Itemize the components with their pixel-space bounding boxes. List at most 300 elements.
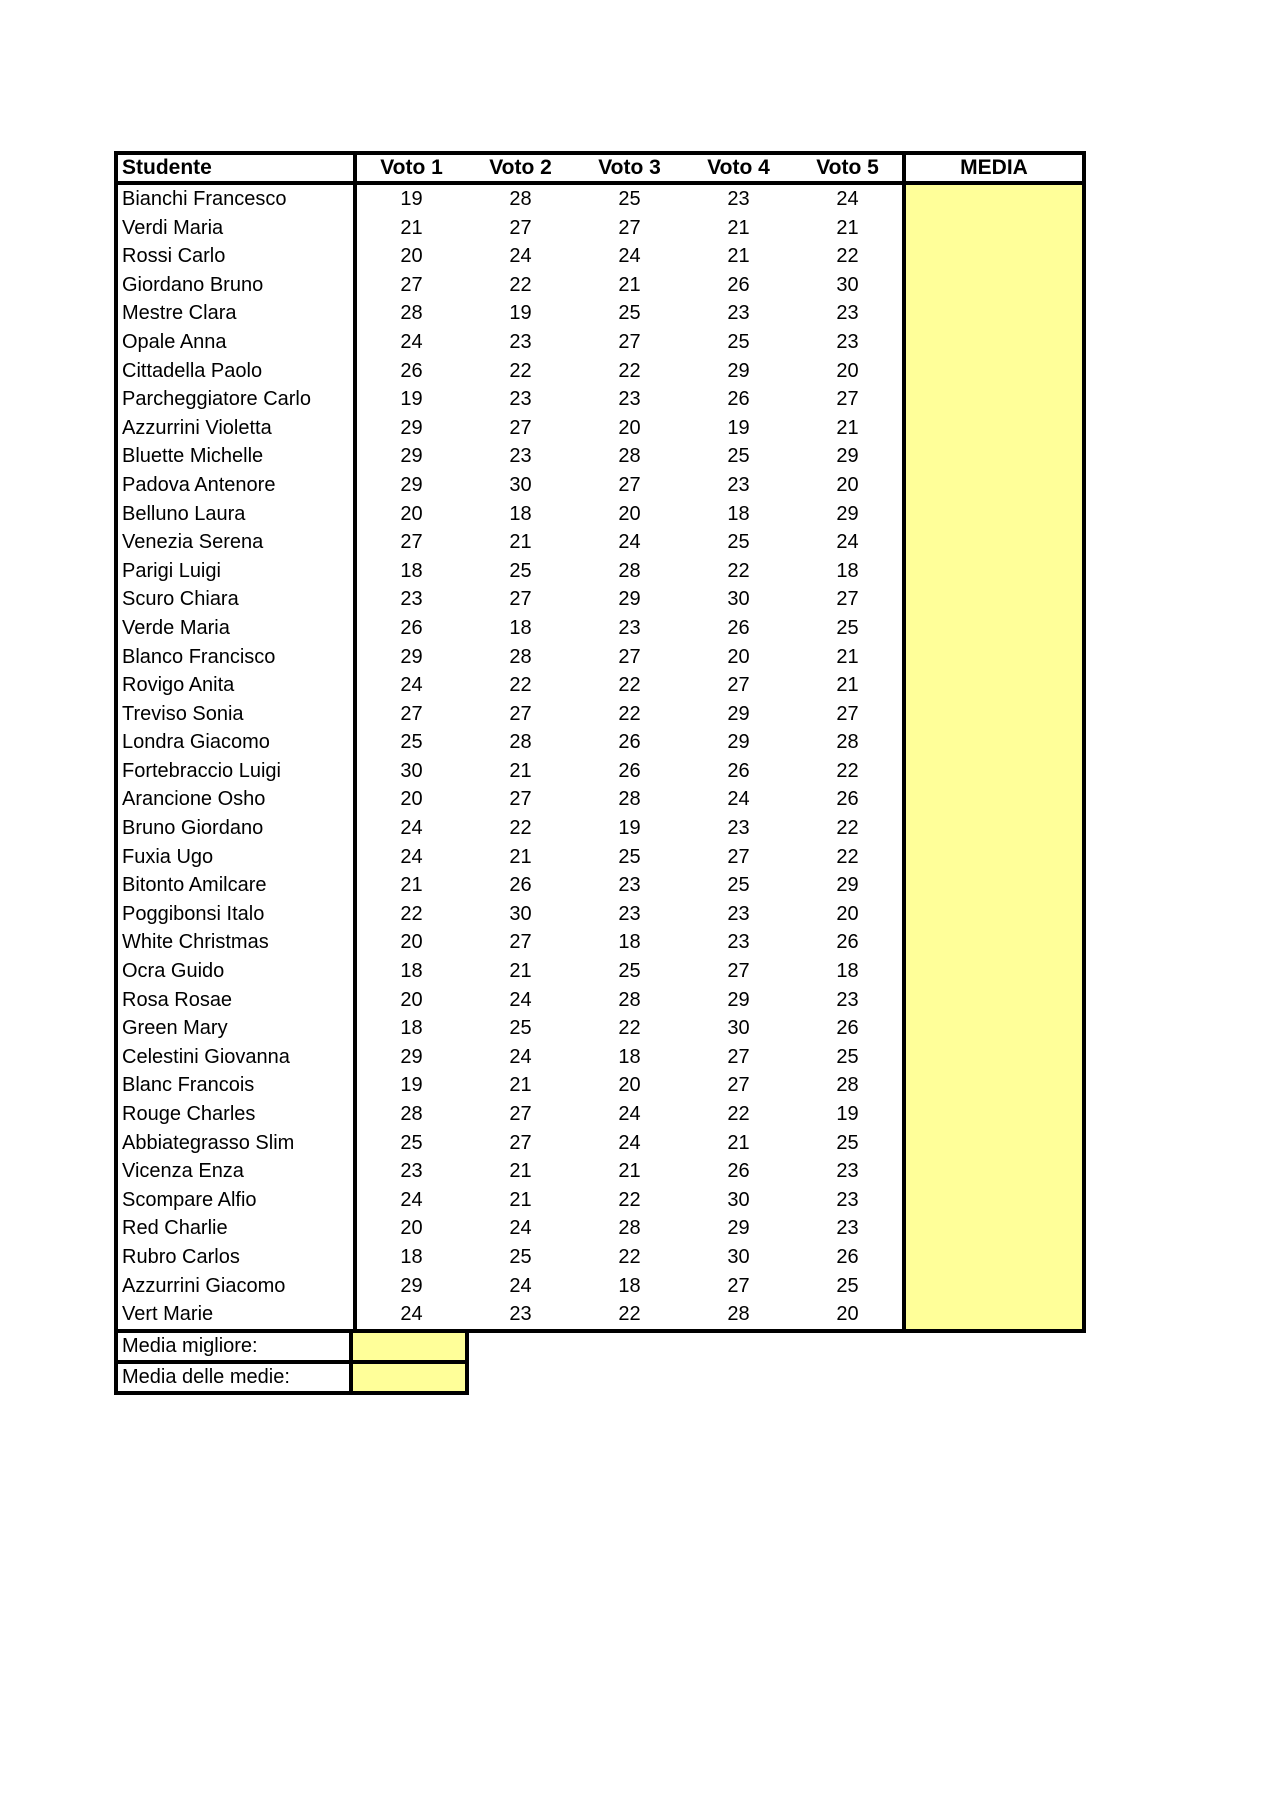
student-name-cell[interactable]: Blanc Francois bbox=[118, 1071, 357, 1100]
vote-cell[interactable]: 21 bbox=[836, 216, 859, 239]
student-name-cell[interactable]: Red Charlie bbox=[118, 1214, 357, 1243]
vote-cell[interactable]: 27 bbox=[509, 1131, 532, 1154]
vote-cell[interactable]: 23 bbox=[727, 817, 750, 840]
vote-cell[interactable]: 18 bbox=[400, 960, 423, 983]
vote-cell[interactable]: 27 bbox=[836, 702, 859, 725]
vote-cell[interactable]: 19 bbox=[400, 388, 423, 411]
vote-cell[interactable]: 25 bbox=[727, 445, 750, 468]
media-cell[interactable] bbox=[902, 271, 1082, 300]
vote-cell[interactable]: 21 bbox=[509, 759, 532, 782]
vote-cell[interactable]: 27 bbox=[836, 388, 859, 411]
vote-cell[interactable]: 21 bbox=[509, 531, 532, 554]
vote-cell[interactable]: 21 bbox=[400, 874, 423, 897]
vote-cell[interactable]: 28 bbox=[836, 1074, 859, 1097]
vote-cell[interactable]: 23 bbox=[509, 330, 532, 353]
student-name-cell[interactable]: Verde Maria bbox=[118, 614, 357, 643]
vote-cell[interactable]: 30 bbox=[400, 759, 423, 782]
vote-cell[interactable]: 22 bbox=[727, 1103, 750, 1125]
vote-cell[interactable]: 19 bbox=[509, 302, 532, 325]
table-row bbox=[118, 214, 1082, 243]
vote-cell[interactable]: 23 bbox=[836, 1188, 859, 1211]
average-of-averages-label[interactable]: Media delle medie: bbox=[118, 1364, 353, 1391]
vote-cell[interactable]: 21 bbox=[836, 416, 859, 439]
vote-cell[interactable]: 22 bbox=[618, 674, 641, 697]
vote-cell[interactable]: 18 bbox=[618, 1045, 641, 1068]
vote-cell[interactable]: 27 bbox=[400, 531, 423, 554]
vote-cell[interactable]: 27 bbox=[836, 588, 859, 611]
vote-cell[interactable]: 22 bbox=[836, 817, 859, 840]
vote-cell[interactable]: 26 bbox=[509, 874, 532, 897]
header-vote-3[interactable]: Voto 3 bbox=[598, 156, 661, 179]
vote-cell[interactable]: 21 bbox=[509, 845, 532, 868]
media-cell[interactable] bbox=[902, 1043, 1082, 1072]
vote-cell[interactable]: 20 bbox=[836, 473, 859, 496]
vote-cell[interactable]: 27 bbox=[618, 645, 641, 668]
vote-cell[interactable]: 23 bbox=[509, 1303, 532, 1326]
vote-cell[interactable]: 25 bbox=[509, 1017, 532, 1040]
media-cell[interactable] bbox=[902, 299, 1082, 328]
student-name-cell[interactable]: Rosa Rosae bbox=[118, 986, 357, 1015]
best-average-cell[interactable] bbox=[353, 1333, 465, 1360]
vote-cell[interactable]: 22 bbox=[836, 845, 859, 868]
media-cell[interactable] bbox=[902, 442, 1082, 471]
student-name-cell[interactable]: Venezia Serena bbox=[118, 528, 357, 557]
vote-cell[interactable]: 18 bbox=[836, 960, 859, 983]
vote-cell[interactable]: 26 bbox=[836, 1245, 859, 1268]
vote-cell[interactable]: 25 bbox=[727, 531, 750, 554]
vote-cell[interactable]: 23 bbox=[727, 902, 750, 925]
media-cell[interactable] bbox=[902, 900, 1082, 929]
student-name-cell[interactable]: Rouge Charles bbox=[118, 1100, 357, 1129]
vote-cell[interactable]: 18 bbox=[727, 502, 750, 525]
header-row bbox=[114, 151, 1086, 185]
media-cell[interactable] bbox=[902, 1186, 1082, 1215]
vote-cell[interactable]: 22 bbox=[509, 817, 532, 840]
vote-cell[interactable]: 24 bbox=[618, 245, 641, 268]
vote-cell[interactable]: 20 bbox=[400, 931, 423, 954]
vote-cell[interactable]: 25 bbox=[618, 302, 641, 325]
vote-cell[interactable]: 20 bbox=[400, 788, 423, 811]
vote-cell[interactable]: 23 bbox=[618, 616, 641, 639]
vote-cell[interactable]: 30 bbox=[727, 588, 750, 611]
student-name-cell[interactable]: Opale Anna bbox=[118, 328, 357, 357]
student-name-cell[interactable]: Londra Giacomo bbox=[118, 728, 357, 757]
best-average-label[interactable]: Media migliore: bbox=[118, 1333, 353, 1360]
vote-cell[interactable]: 29 bbox=[836, 445, 859, 468]
student-name-cell[interactable]: Cittadella Paolo bbox=[118, 357, 357, 386]
student-name-cell[interactable]: Parigi Luigi bbox=[118, 557, 357, 586]
student-name-cell[interactable]: Vert Marie bbox=[118, 1300, 357, 1329]
vote-cell[interactable]: 25 bbox=[509, 1245, 532, 1268]
vote-cell[interactable]: 30 bbox=[727, 1188, 750, 1211]
student-name-cell[interactable]: Fortebraccio Luigi bbox=[118, 757, 357, 786]
vote-cell[interactable]: 22 bbox=[836, 759, 859, 782]
vote-cell[interactable]: 23 bbox=[836, 330, 859, 353]
vote-cell[interactable]: 23 bbox=[509, 388, 532, 411]
vote-cell[interactable]: 23 bbox=[618, 388, 641, 411]
vote-cell[interactable]: 22 bbox=[618, 702, 641, 725]
student-name-cell[interactable]: Rossi Carlo bbox=[118, 242, 357, 271]
vote-cell[interactable]: 24 bbox=[400, 845, 423, 868]
student-name-cell[interactable]: Azzurrini Violetta bbox=[118, 414, 357, 443]
vote-cell[interactable]: 22 bbox=[509, 674, 532, 697]
media-cell[interactable] bbox=[902, 328, 1082, 357]
vote-cell[interactable]: 27 bbox=[727, 1045, 750, 1068]
vote-cell[interactable]: 23 bbox=[727, 931, 750, 954]
vote-cell[interactable]: 26 bbox=[727, 273, 750, 296]
media-cell[interactable] bbox=[902, 528, 1082, 557]
vote-cell[interactable]: 21 bbox=[400, 216, 423, 239]
vote-cell[interactable]: 18 bbox=[836, 559, 859, 582]
vote-cell[interactable]: 26 bbox=[727, 616, 750, 639]
vote-cell[interactable]: 20 bbox=[618, 416, 641, 439]
vote-cell[interactable]: 20 bbox=[400, 1217, 423, 1240]
vote-cell[interactable]: 24 bbox=[618, 1103, 641, 1125]
vote-cell[interactable]: 23 bbox=[727, 302, 750, 325]
student-name-cell[interactable]: Scompare Alfio bbox=[118, 1186, 357, 1215]
vote-cell[interactable]: 21 bbox=[727, 1131, 750, 1154]
header-vote-1[interactable]: Voto 1 bbox=[380, 156, 443, 179]
media-cell[interactable] bbox=[902, 871, 1082, 900]
vote-cell[interactable]: 28 bbox=[618, 559, 641, 582]
student-name-cell[interactable]: Abbiategrasso Slim bbox=[118, 1129, 357, 1158]
vote-cell[interactable]: 28 bbox=[509, 645, 532, 668]
vote-cell[interactable]: 27 bbox=[618, 473, 641, 496]
vote-cell[interactable]: 29 bbox=[727, 359, 750, 382]
vote-cell[interactable]: 29 bbox=[400, 416, 423, 439]
vote-cell[interactable]: 23 bbox=[400, 1160, 423, 1183]
vote-cell[interactable]: 21 bbox=[618, 1160, 641, 1183]
media-cell[interactable] bbox=[902, 214, 1082, 243]
vote-cell[interactable]: 24 bbox=[509, 1217, 532, 1240]
header-vote-2[interactable]: Voto 2 bbox=[489, 156, 552, 179]
vote-cell[interactable]: 22 bbox=[400, 902, 423, 925]
student-name-cell[interactable]: Blanco Francisco bbox=[118, 643, 357, 672]
vote-cell[interactable]: 23 bbox=[509, 445, 532, 468]
vote-cell[interactable]: 27 bbox=[727, 674, 750, 697]
header-student[interactable]: Studente bbox=[118, 155, 357, 181]
vote-cell[interactable]: 18 bbox=[618, 1274, 641, 1297]
media-cell[interactable] bbox=[902, 357, 1082, 386]
vote-cell[interactable]: 21 bbox=[836, 674, 859, 697]
media-cell[interactable] bbox=[902, 1157, 1082, 1186]
vote-cell[interactable]: 30 bbox=[727, 1245, 750, 1268]
student-name-cell[interactable]: Scuro Chiara bbox=[118, 585, 357, 614]
vote-cell[interactable]: 27 bbox=[509, 1103, 532, 1125]
vote-cell[interactable]: 21 bbox=[836, 645, 859, 668]
student-name-cell[interactable]: Bluette Michelle bbox=[118, 442, 357, 471]
vote-cell[interactable]: 26 bbox=[727, 388, 750, 411]
media-cell[interactable] bbox=[902, 643, 1082, 672]
media-cell[interactable] bbox=[902, 614, 1082, 643]
vote-cell[interactable]: 25 bbox=[836, 616, 859, 639]
vote-cell[interactable]: 26 bbox=[618, 759, 641, 782]
vote-cell[interactable]: 28 bbox=[509, 188, 532, 210]
vote-cell[interactable]: 25 bbox=[509, 559, 532, 582]
media-cell[interactable] bbox=[902, 1129, 1082, 1158]
vote-cell[interactable]: 20 bbox=[727, 645, 750, 668]
student-name-cell[interactable]: Ocra Guido bbox=[118, 957, 357, 986]
vote-cell[interactable]: 20 bbox=[400, 988, 423, 1011]
vote-cell[interactable]: 19 bbox=[618, 817, 641, 840]
table-row bbox=[118, 1071, 1082, 1100]
vote-cell[interactable]: 24 bbox=[400, 817, 423, 840]
vote-cell[interactable]: 25 bbox=[618, 960, 641, 983]
vote-cell[interactable]: 27 bbox=[509, 702, 532, 725]
vote-cell[interactable]: 27 bbox=[400, 273, 423, 296]
vote-cell[interactable]: 22 bbox=[618, 1245, 641, 1268]
vote-cell[interactable]: 21 bbox=[509, 1160, 532, 1183]
vote-cell[interactable]: 29 bbox=[400, 445, 423, 468]
vote-cell[interactable]: 22 bbox=[509, 273, 532, 296]
media-cell[interactable] bbox=[902, 500, 1082, 529]
student-name-cell[interactable]: White Christmas bbox=[118, 928, 357, 957]
media-cell[interactable] bbox=[902, 585, 1082, 614]
student-name-cell[interactable]: Verdi Maria bbox=[118, 214, 357, 243]
vote-cell[interactable]: 23 bbox=[400, 588, 423, 611]
vote-cell[interactable]: 24 bbox=[509, 988, 532, 1011]
vote-cell[interactable]: 27 bbox=[727, 1274, 750, 1297]
table-row bbox=[118, 442, 1082, 471]
vote-cell[interactable]: 27 bbox=[727, 845, 750, 868]
student-name-cell[interactable]: Mestre Clara bbox=[118, 299, 357, 328]
media-cell[interactable] bbox=[902, 471, 1082, 500]
table-row bbox=[118, 757, 1082, 786]
vote-cell[interactable]: 25 bbox=[836, 1045, 859, 1068]
vote-cell[interactable]: 23 bbox=[618, 902, 641, 925]
media-cell[interactable] bbox=[902, 843, 1082, 872]
student-name-cell[interactable]: Giordano Bruno bbox=[118, 271, 357, 300]
vote-cell[interactable]: 27 bbox=[509, 416, 532, 439]
vote-cell[interactable]: 28 bbox=[618, 1217, 641, 1240]
vote-cell[interactable]: 22 bbox=[509, 359, 532, 382]
vote-cell[interactable]: 23 bbox=[618, 874, 641, 897]
vote-cell[interactable]: 27 bbox=[727, 960, 750, 983]
vote-cell[interactable]: 22 bbox=[618, 359, 641, 382]
vote-cell[interactable]: 29 bbox=[400, 1274, 423, 1297]
media-cell[interactable] bbox=[902, 814, 1082, 843]
vote-cell[interactable]: 20 bbox=[400, 502, 423, 525]
media-cell[interactable] bbox=[902, 1243, 1082, 1272]
media-cell[interactable] bbox=[902, 1071, 1082, 1100]
media-cell[interactable] bbox=[902, 957, 1082, 986]
vote-cell[interactable]: 24 bbox=[509, 245, 532, 268]
vote-cell[interactable]: 24 bbox=[727, 788, 750, 811]
student-name-cell[interactable]: Celestini Giovanna bbox=[118, 1043, 357, 1072]
vote-cell[interactable]: 30 bbox=[836, 273, 859, 296]
vote-cell[interactable]: 27 bbox=[509, 788, 532, 811]
student-name-cell[interactable]: Bitonto Amilcare bbox=[118, 871, 357, 900]
vote-cell[interactable]: 28 bbox=[400, 1103, 423, 1125]
vote-cell[interactable]: 22 bbox=[618, 1017, 641, 1040]
student-name-cell[interactable]: Poggibonsi Italo bbox=[118, 900, 357, 929]
vote-cell[interactable]: 29 bbox=[400, 1045, 423, 1068]
student-name-cell[interactable]: Belluno Laura bbox=[118, 500, 357, 529]
media-cell[interactable] bbox=[902, 242, 1082, 271]
vote-cell[interactable]: 30 bbox=[509, 902, 532, 925]
average-of-averages-cell[interactable] bbox=[353, 1364, 465, 1391]
media-cell[interactable] bbox=[902, 1214, 1082, 1243]
table-row bbox=[118, 1214, 1082, 1243]
vote-cell[interactable]: 25 bbox=[836, 1131, 859, 1154]
vote-cell[interactable]: 19 bbox=[836, 1103, 859, 1125]
vote-cell[interactable]: 25 bbox=[618, 845, 641, 868]
vote-cell[interactable]: 26 bbox=[836, 1017, 859, 1040]
media-cell[interactable] bbox=[902, 671, 1082, 700]
vote-cell[interactable]: 23 bbox=[836, 302, 859, 325]
vote-cell[interactable]: 25 bbox=[618, 188, 641, 210]
vote-cell[interactable]: 27 bbox=[509, 216, 532, 239]
media-cell[interactable] bbox=[902, 986, 1082, 1015]
vote-cell[interactable]: 18 bbox=[400, 1017, 423, 1040]
vote-cell[interactable]: 19 bbox=[400, 188, 423, 210]
vote-cell[interactable]: 21 bbox=[509, 1188, 532, 1211]
student-name-cell[interactable]: Rovigo Anita bbox=[118, 671, 357, 700]
vote-cell[interactable]: 21 bbox=[727, 216, 750, 239]
vote-cell[interactable]: 27 bbox=[618, 216, 641, 239]
vote-cell[interactable]: 22 bbox=[727, 559, 750, 582]
vote-cell[interactable]: 24 bbox=[400, 674, 423, 697]
media-cell[interactable] bbox=[902, 785, 1082, 814]
media-cell[interactable] bbox=[902, 1272, 1082, 1301]
vote-cell[interactable]: 26 bbox=[727, 759, 750, 782]
student-name-cell[interactable]: Bianchi Francesco bbox=[118, 185, 357, 214]
vote-cell[interactable]: 25 bbox=[836, 1274, 859, 1297]
vote-cell[interactable]: 22 bbox=[836, 245, 859, 268]
vote-cell[interactable]: 28 bbox=[836, 731, 859, 754]
vote-cell[interactable]: 26 bbox=[836, 931, 859, 954]
table-row bbox=[118, 1043, 1082, 1072]
vote-cell[interactable]: 21 bbox=[509, 1074, 532, 1097]
vote-cell[interactable]: 29 bbox=[400, 645, 423, 668]
vote-cell[interactable]: 21 bbox=[618, 273, 641, 296]
vote-cell[interactable]: 21 bbox=[727, 245, 750, 268]
student-name-cell[interactable]: Padova Antenore bbox=[118, 471, 357, 500]
vote-cell[interactable]: 29 bbox=[836, 874, 859, 897]
media-cell[interactable] bbox=[902, 414, 1082, 443]
vote-cell[interactable]: 26 bbox=[836, 788, 859, 811]
vote-cell[interactable]: 20 bbox=[836, 359, 859, 382]
vote-cell[interactable]: 25 bbox=[727, 874, 750, 897]
vote-cell[interactable]: 26 bbox=[400, 616, 423, 639]
student-name-cell[interactable]: Arancione Osho bbox=[118, 785, 357, 814]
student-name-cell[interactable]: Vicenza Enza bbox=[118, 1157, 357, 1186]
vote-cell[interactable]: 26 bbox=[727, 1160, 750, 1183]
media-cell[interactable] bbox=[902, 1014, 1082, 1043]
vote-cell[interactable]: 24 bbox=[509, 1045, 532, 1068]
vote-cell[interactable]: 28 bbox=[618, 788, 641, 811]
student-name-cell[interactable]: Treviso Sonia bbox=[118, 700, 357, 729]
media-cell[interactable] bbox=[902, 185, 1082, 214]
vote-cell[interactable]: 19 bbox=[727, 416, 750, 439]
media-cell[interactable] bbox=[902, 757, 1082, 786]
vote-cell[interactable]: 29 bbox=[400, 473, 423, 496]
media-cell[interactable] bbox=[902, 700, 1082, 729]
vote-cell[interactable]: 25 bbox=[400, 731, 423, 754]
vote-cell[interactable]: 24 bbox=[400, 1303, 423, 1326]
vote-cell[interactable]: 24 bbox=[400, 330, 423, 353]
vote-cell[interactable]: 18 bbox=[509, 502, 532, 525]
vote-cell[interactable]: 29 bbox=[727, 1217, 750, 1240]
student-name-cell[interactable]: Parcheggiatore Carlo bbox=[118, 385, 357, 414]
vote-cell[interactable]: 28 bbox=[727, 1303, 750, 1326]
media-cell[interactable] bbox=[902, 557, 1082, 586]
vote-cell[interactable]: 29 bbox=[727, 988, 750, 1011]
vote-cell[interactable]: 27 bbox=[509, 931, 532, 954]
vote-cell[interactable]: 24 bbox=[509, 1274, 532, 1297]
vote-cell[interactable]: 27 bbox=[400, 702, 423, 725]
vote-cell[interactable]: 23 bbox=[727, 188, 750, 210]
student-name-cell[interactable]: Green Mary bbox=[118, 1014, 357, 1043]
vote-cell[interactable]: 28 bbox=[618, 445, 641, 468]
vote-cell[interactable]: 18 bbox=[509, 616, 532, 639]
vote-cell[interactable]: 29 bbox=[836, 502, 859, 525]
vote-cell[interactable]: 28 bbox=[509, 731, 532, 754]
vote-cell[interactable]: 24 bbox=[400, 1188, 423, 1211]
vote-cell[interactable]: 20 bbox=[618, 1074, 641, 1097]
vote-cell[interactable]: 20 bbox=[836, 1303, 859, 1326]
media-cell[interactable] bbox=[902, 928, 1082, 957]
vote-cell[interactable]: 20 bbox=[618, 502, 641, 525]
vote-cell[interactable]: 26 bbox=[618, 731, 641, 754]
student-name-cell[interactable]: Fuxia Ugo bbox=[118, 843, 357, 872]
vote-cell[interactable]: 18 bbox=[618, 931, 641, 954]
vote-cell[interactable]: 28 bbox=[400, 302, 423, 325]
student-name-cell[interactable]: Rubro Carlos bbox=[118, 1243, 357, 1272]
vote-cell[interactable]: 23 bbox=[727, 473, 750, 496]
vote-cell[interactable]: 25 bbox=[400, 1131, 423, 1154]
vote-cell[interactable]: 24 bbox=[618, 1131, 641, 1154]
vote-cell[interactable]: 26 bbox=[400, 359, 423, 382]
vote-cell[interactable]: 29 bbox=[727, 702, 750, 725]
vote-cell[interactable]: 24 bbox=[618, 531, 641, 554]
vote-cell[interactable]: 28 bbox=[618, 988, 641, 1011]
student-name-cell[interactable]: Bruno Giordano bbox=[118, 814, 357, 843]
vote-cell[interactable]: 23 bbox=[836, 1217, 859, 1240]
vote-cell[interactable]: 29 bbox=[618, 588, 641, 611]
table-row bbox=[118, 471, 1082, 500]
table-row bbox=[118, 700, 1082, 729]
vote-cell[interactable]: 22 bbox=[618, 1303, 641, 1326]
header-media[interactable]: MEDIA bbox=[902, 155, 1082, 181]
header-vote-4[interactable]: Voto 4 bbox=[707, 156, 770, 179]
vote-cell[interactable]: 27 bbox=[509, 588, 532, 611]
vote-cell[interactable]: 18 bbox=[400, 1245, 423, 1268]
vote-cell[interactable]: 23 bbox=[836, 1160, 859, 1183]
header-vote-5[interactable]: Voto 5 bbox=[816, 156, 879, 179]
vote-cell[interactable]: 27 bbox=[618, 330, 641, 353]
vote-cell[interactable]: 24 bbox=[836, 531, 859, 554]
vote-cell[interactable]: 20 bbox=[400, 245, 423, 268]
vote-cell[interactable]: 30 bbox=[509, 473, 532, 496]
vote-cell[interactable]: 27 bbox=[727, 1074, 750, 1097]
student-name-cell[interactable]: Azzurrini Giacomo bbox=[118, 1272, 357, 1301]
vote-cell[interactable]: 21 bbox=[509, 960, 532, 983]
vote-cell[interactable]: 29 bbox=[727, 731, 750, 754]
media-cell[interactable] bbox=[902, 385, 1082, 414]
vote-cell[interactable]: 20 bbox=[836, 902, 859, 925]
vote-cell[interactable]: 19 bbox=[400, 1074, 423, 1097]
vote-cell[interactable]: 22 bbox=[618, 1188, 641, 1211]
vote-cell[interactable]: 30 bbox=[727, 1017, 750, 1040]
media-cell[interactable] bbox=[902, 1300, 1082, 1329]
media-cell[interactable] bbox=[902, 728, 1082, 757]
vote-cell[interactable]: 25 bbox=[727, 330, 750, 353]
vote-cell[interactable]: 18 bbox=[400, 559, 423, 582]
media-cell[interactable] bbox=[902, 1100, 1082, 1129]
vote-cell[interactable]: 24 bbox=[836, 188, 859, 210]
vote-cell[interactable]: 23 bbox=[836, 988, 859, 1011]
